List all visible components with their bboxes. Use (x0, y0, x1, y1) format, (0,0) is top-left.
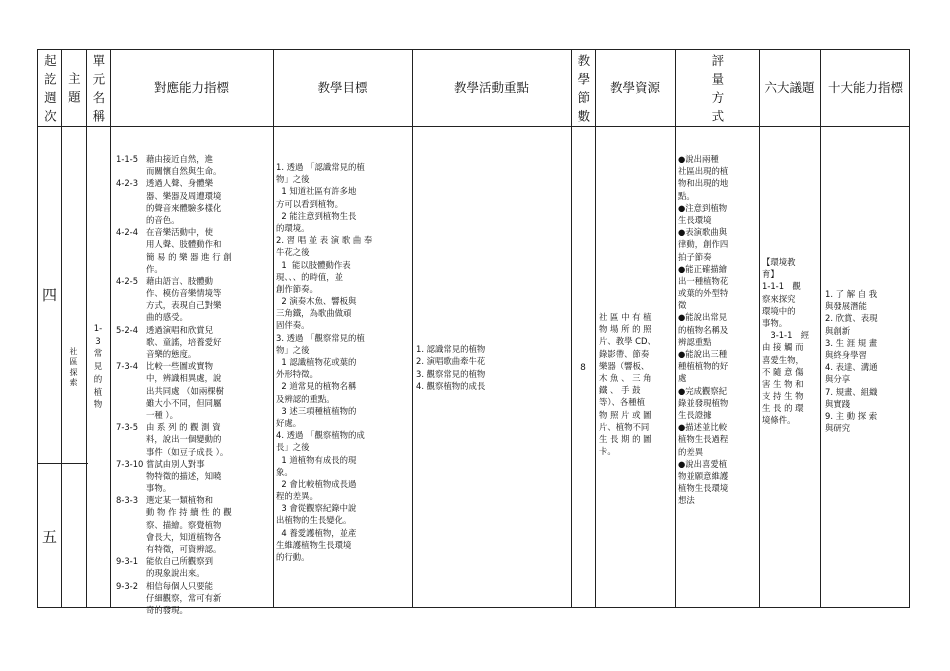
unit-cell (86, 126, 110, 609)
activity-cell (412, 126, 571, 609)
header-periods: 教 學 節 數 (575, 53, 591, 123)
header-resources: 教學資源 (609, 80, 660, 96)
header-objective: 教學目標 (317, 80, 368, 96)
header-theme: 主 題 (66, 72, 82, 104)
periods-value: 8 (580, 362, 586, 373)
teaching-resources: 社 區 中 有 植 物 場 所 的 照 片、教學 CD、 錄影帶、節奏 樂器（響板、 木 魚 、 三 角 鐵 、 手 鼓 等）、各種植 物 照 片 或 圖 片、植物不同 生 長 期 的 圖 卡。 (599, 312, 656, 457)
header-week: 起 訖 週 次 (42, 53, 58, 123)
theme-cell (61, 126, 86, 609)
week-5: 五 (41, 527, 57, 546)
ability-indicators: 1-1-5 藉由接近自然，進 而關懷自然與生命。 4-2-3 透過人聲、身體樂 器、樂器及周遭環境 的聲音來體驗多樣化 的音色。 4-2-4 在音樂活動中，使 用人聲、肢體動作和 簡 易 的 樂 器 進 行 創 作。 4-2-5 藉由語言、肢體動 作、模仿音樂情境等 方式，表現自己對樂 曲的感受。 5-2-4 透過演唱和欣賞兒 歌、童謠，培養愛好 音樂的態度。 7-3-4 比較一些圖或實物 中，辨識相異處，說 出共同處 （如兩棵樹 雖大小不同，但同屬 一種 ）。 7-3-5 由 系 列 的 觀 測 資 料，說出一個變動的 事件（如豆子成長 ）。 7-3-10 嘗試由別人對事 物特徵的描述，知曉 事物。 8-3-3 選定某一類植物和 動 物 作 持 續 性 的 觀 察、描繪。察覺植物 會長大，知道植物各 有特徵，可資辨認。 9-3-1 能依自己所觀察到 的現象說出來。 9-3-2 相信每個人只要能 仔細觀察，常可有新 奇的發現。 (116, 154, 232, 615)
theme-text: 社區探索 (69, 346, 78, 387)
periods-cell (571, 126, 595, 609)
assessment-methods: ●說出兩種 社區出現的植 物和出現的地 點。 ●注意到植物 生長環境 ●表演歌曲與 律動，創作四 拍子節奏 ●能正確描繪 出一種植物花 或葉的外型特 徵 ●能說出常見 的植物名稱及 辨認重點 ●能說出三種 種植植物的好 處 ●完成觀察紀 錄並發現植物 生長證據 ●描述並比較 植物生長過程 的差異 ●說出喜愛植 物並願意維護 植物生長環境 想法 (678, 154, 729, 506)
header-unit: 單 元 名 稱 (90, 53, 106, 123)
lesson-plan-table (37, 49, 910, 615)
activity-list: 1. 認識常見的植物 2. 演唱歌曲牽牛花 3. 觀察常見的植物 4. 觀察植物的成長 (416, 344, 486, 391)
header-activity: 教學活動重點 (453, 80, 529, 96)
ten-abilities: 1. 了 解 自 我 與發展潛能 2. 欣賞、表現 與創新 3. 生 涯 規 畫 與終身學習 4. 表達、溝通 與分享 7. 規畫、組織 與實踐 9. 主 動 探 索 與研究 (825, 289, 878, 434)
header-assessment: 評 量 方 式 (709, 53, 725, 123)
week-4: 四 (41, 286, 57, 304)
teaching-objectives: 1. 透過 「認識常見的植 物」之後 1 知道社區有許多地 方可以看到植物。 2 能注意到植物生長 的環境。 2. 習 唱 並 表 演 歌 曲 奉 牛花之後 1 能以肢體動作表 現、、、的時值，並 創作節奏。 2 演奏木魚、響板與 三角鐵，為歌曲做頑 固伴奏。 3. 透過 「觀察常見的植 物」之後 1 認識植物花或葉的 外形特徵。 2 道常見的植物名稱 及辨認的重點。 3 述三項種植植物的 好處。 4. 透過 「觀察植物的成 長」之後 1 道植物有成長的現 象。 2 會比較植物成長過 程的差異。 3 會從觀察紀錄中說 出植物的生長變化。 4 養愛護植物，並產 生維護植物生長環境 的行動。 (276, 162, 373, 562)
header-issues: 六大議題 (764, 80, 815, 96)
header-ability: 對應能力指標 (153, 80, 229, 96)
header-ten-abilities: 十大能力指標 (827, 80, 903, 96)
six-issues: 【環境教 育】 1-1-1 觀 察來探究 環境中的 事物。 3-1-1 經 由 接 觸 而 喜愛生物， 不 隨 意 傷 害 生 物 和 支 持 生 物 生 長 的 環 境條件。 (762, 257, 810, 426)
unit-text: 1-3常見的植物 (93, 323, 103, 411)
